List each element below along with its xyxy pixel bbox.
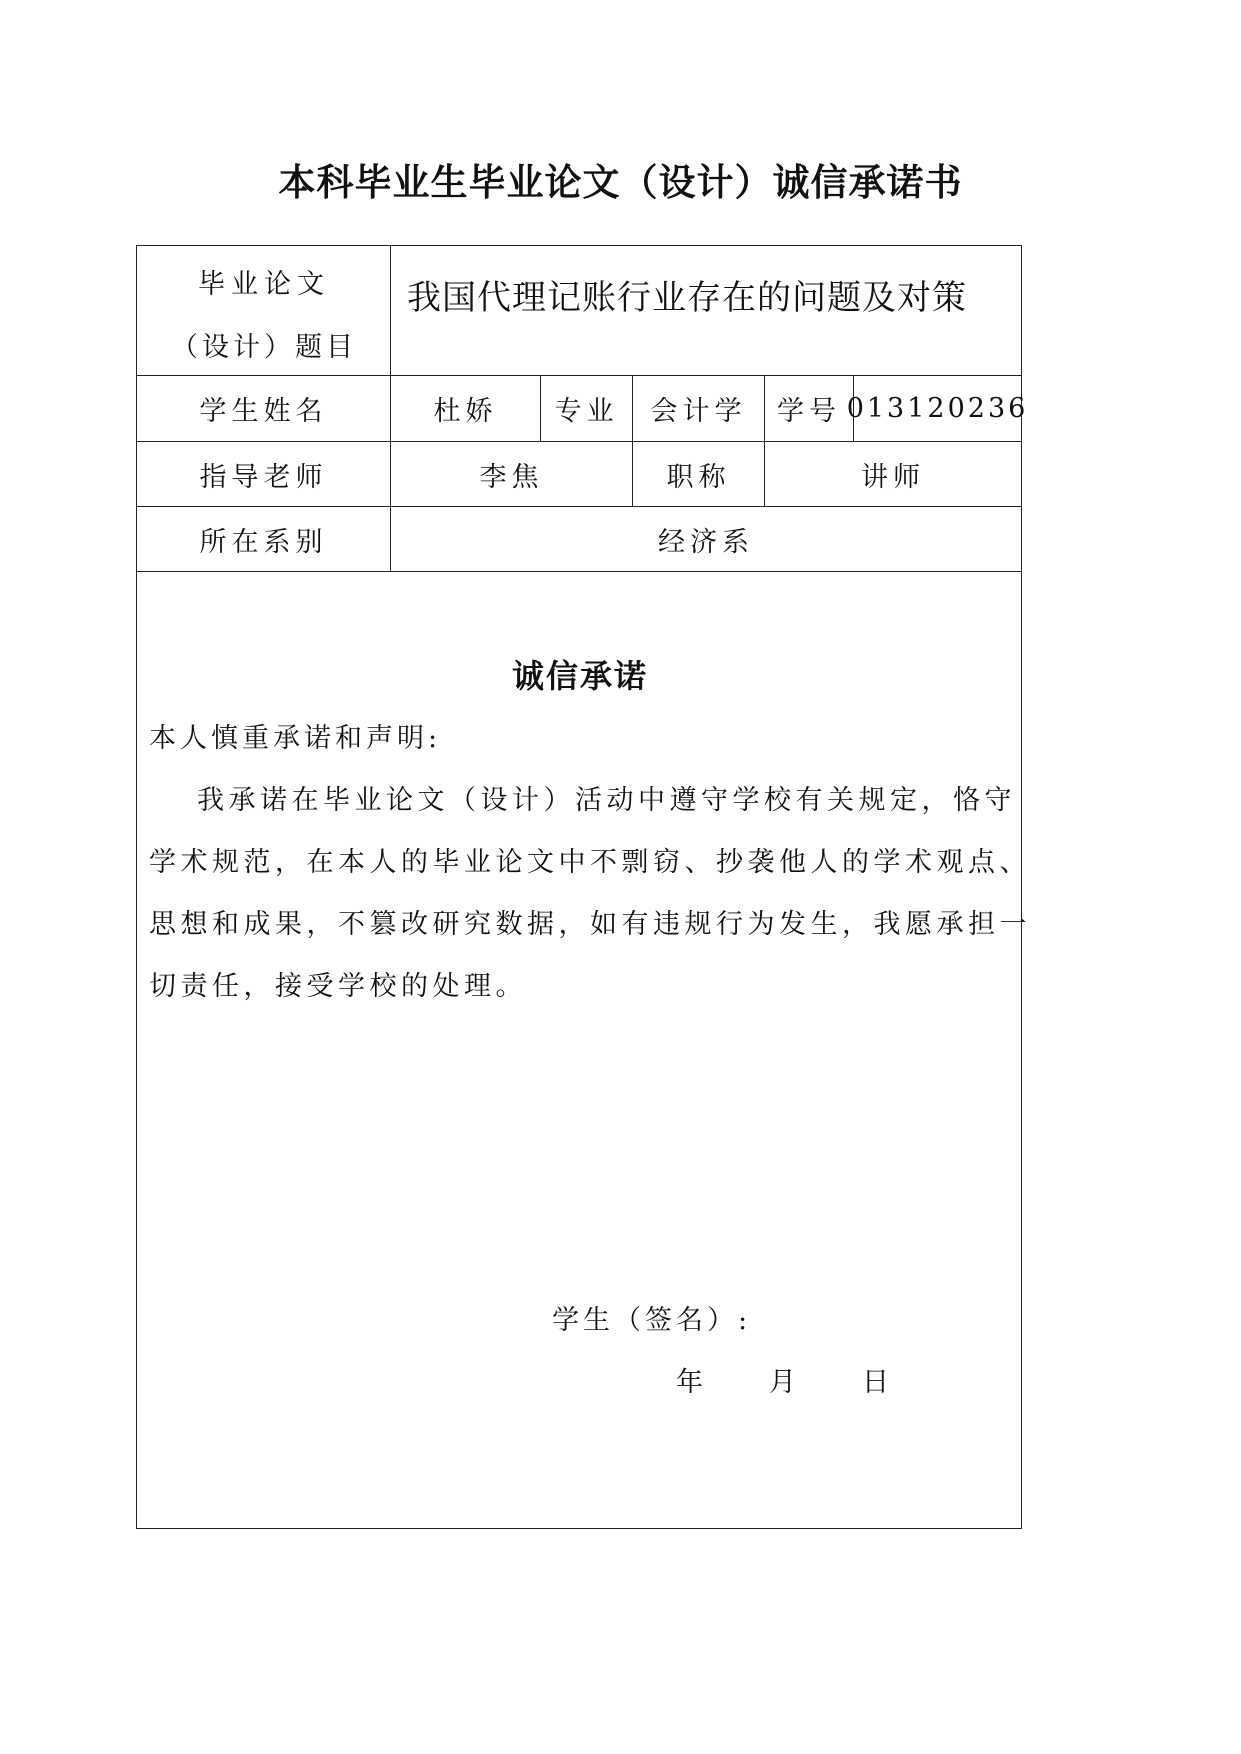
department-value: 经济系 [658,526,754,558]
student-id-label: 学号 [777,396,841,427]
pledge-text-line: 我承诺在毕业论文（设计）活动中遵守学校有关规定，恪守 [197,785,1016,816]
advisor-title-value: 讲师 [861,461,925,493]
date-day-label: 日 [862,1367,889,1398]
row-divider [137,571,1021,572]
student-name-label: 学生姓名 [199,396,328,427]
department-label: 所在系别 [199,526,328,558]
pledge-text-line: 学术规范，在本人的毕业论文中不剽窃、抄袭他人的学术观点、 [149,847,1031,878]
advisor-name-value: 李焦 [479,461,544,493]
pledge-heading: 诚信承诺 [511,657,648,695]
thesis-title-label-line1: 毕业论文 [198,269,330,300]
date-month-label: 月 [769,1367,796,1398]
date-year-label: 年 [676,1367,703,1398]
advisor-label: 指导老师 [199,461,328,493]
advisor-title-label: 职称 [666,461,731,493]
signature-label: 学生（签名）: [552,1305,752,1336]
document-title: 本科毕业生毕业论文（设计）诚信承诺书 [278,161,963,204]
major-value: 会计学 [650,396,747,427]
student-name-value: 杜娇 [433,396,498,427]
thesis-title-value: 我国代理记账行业存在的问题及对策 [407,278,967,318]
pledge-intro: 本人慎重承诺和声明: [149,723,442,754]
pledge-text-line: 切责任，接受学校的处理。 [149,971,527,1002]
pledge-text-line: 思想和成果，不篡改研究数据，如有违规行为发生，我愿承担一 [149,909,1031,940]
pledge-form [136,245,1031,1529]
major-label: 专业 [554,396,619,427]
thesis-title-label-line2: （设计）题目 [171,332,357,363]
student-id-value: 013120236 [846,393,1029,424]
